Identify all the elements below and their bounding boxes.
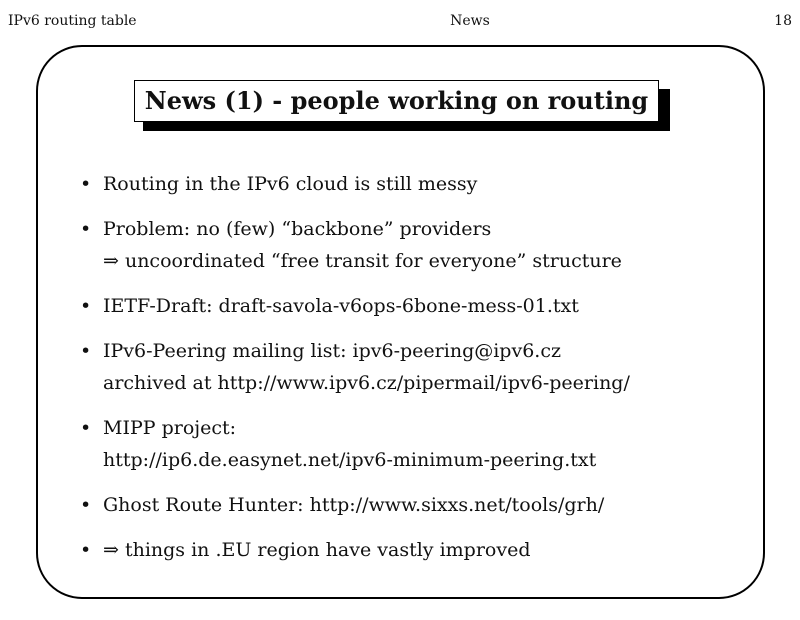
list-item-text: IETF-Draft: draft-savola-v6ops-6bone-mess-01.txt	[103, 295, 579, 317]
list-item-text: archived at http://www.ipv6.cz/pipermail/ipv6-peering/	[103, 372, 630, 394]
list-item	[80, 213, 760, 277]
list-item-text: Routing in the IPv6 cloud is still messy	[103, 173, 478, 195]
list-item-text: http://ip6.de.easynet.net/ipv6-minimum-peering.txt	[103, 449, 597, 471]
list-item-text: IPv6-Peering mailing list: ipv6-peering@ipv6.cz	[103, 340, 561, 362]
slide-title-container	[134, 80, 659, 122]
list-item-text: ⇒ uncoordinated “free transit for everyone” structure	[103, 250, 622, 272]
bullet-icon: •	[80, 340, 92, 362]
bullet-list	[80, 168, 760, 579]
header-chapter: News	[450, 13, 490, 29]
list-item	[80, 290, 760, 322]
bullet-icon: •	[80, 539, 92, 561]
list-item	[80, 534, 760, 566]
list-item-text: ⇒ things in .EU region have vastly improved	[103, 539, 531, 561]
list-item-text: Problem: no (few) “backbone” providers	[103, 218, 492, 240]
slide-title: News (1) - people working on routing	[134, 80, 659, 122]
running-header	[0, 13, 800, 33]
list-item	[80, 489, 760, 521]
list-item	[80, 335, 760, 399]
page-number: 18	[774, 13, 792, 29]
list-item-text: MIPP project:	[103, 417, 237, 439]
bullet-icon: •	[80, 173, 92, 195]
bullet-icon: •	[80, 218, 92, 240]
bullet-icon: •	[80, 494, 92, 516]
header-section-title: IPv6 routing table	[8, 13, 137, 29]
list-item	[80, 412, 760, 476]
bullet-icon: •	[80, 417, 92, 439]
list-item	[80, 168, 760, 200]
list-item-text: Ghost Route Hunter: http://www.sixxs.net/tools/grh/	[103, 494, 605, 516]
bullet-icon: •	[80, 295, 92, 317]
